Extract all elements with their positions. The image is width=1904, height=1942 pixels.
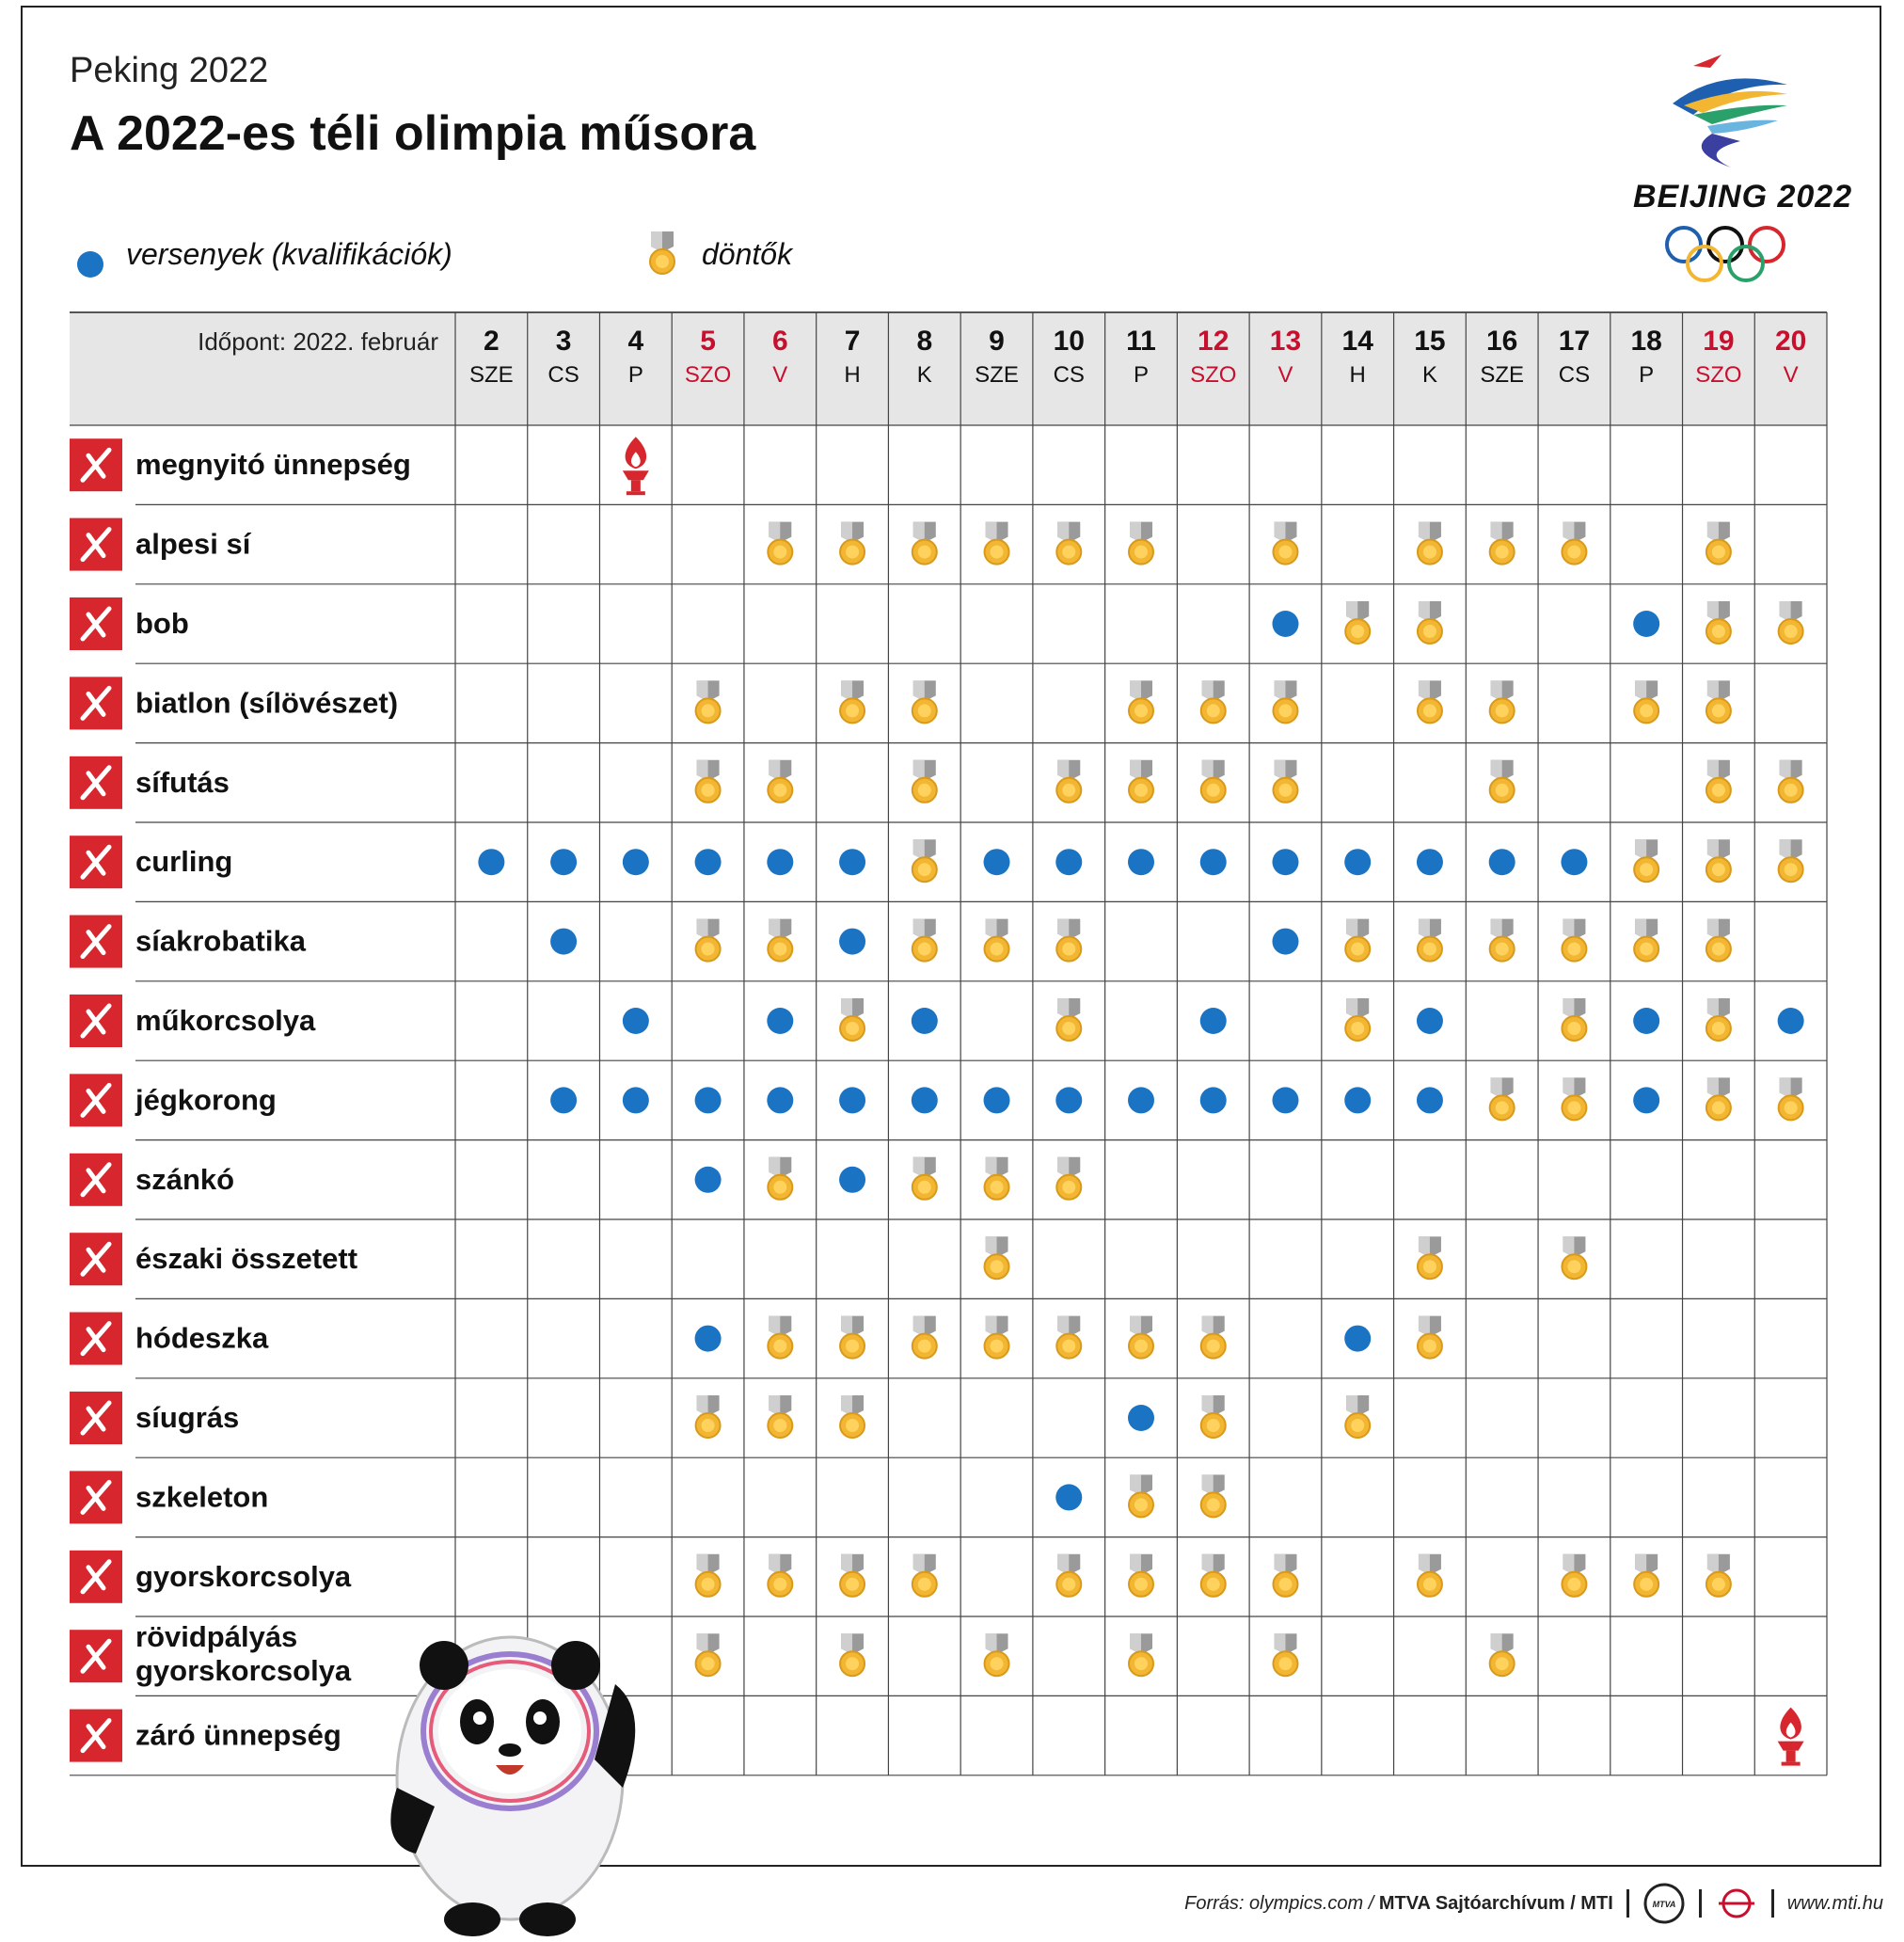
sport-label: síakrobatika [135,924,306,958]
day-number-label: 8 [916,326,933,357]
final-medal-icon [1779,760,1803,803]
competition-dot [550,1087,577,1113]
final-medal-icon [912,760,937,803]
final-medal-icon [1634,1554,1658,1597]
final-medal-icon [1562,1077,1586,1120]
competition-dot [912,1087,938,1113]
final-medal-icon [1345,998,1370,1041]
final-medal-icon [1129,522,1153,565]
sport-label-line2: gyorskorcsolya [135,1654,352,1688]
sport-label: gyorskorcsolya [135,1559,352,1593]
supertitle: Peking 2022 [70,51,269,90]
sport-label: szánkó [135,1162,235,1196]
final-medal-icon [1345,1395,1370,1438]
day-number-label: 16 [1485,326,1518,357]
day-number-label: 3 [555,326,572,357]
date-corner-label: Időpont: 2022. február [198,327,438,356]
final-medal-icon [1562,522,1586,565]
day-number-label: 17 [1558,326,1591,357]
footer-divider [1699,1889,1702,1918]
final-medal-icon [840,522,865,565]
website-text: www.mti.hu [1786,1892,1883,1914]
competition-dot [695,849,722,875]
final-medal-icon [1056,919,1081,962]
legend-final-label: döntők [702,237,793,271]
final-medal-icon [912,1554,937,1597]
final-medal-icon [985,522,1009,565]
weekday-label: V [772,362,788,388]
competition-dot [1055,1087,1082,1113]
day-number-label: 20 [1774,326,1807,357]
competition-dot [1417,1008,1443,1034]
day-number-label: 5 [700,326,716,357]
final-medal-icon [1418,680,1442,723]
final-medal-icon [1056,998,1081,1041]
source-text [1184,1893,1613,1915]
footer [1184,1882,1883,1925]
competition-dot [1633,1008,1659,1034]
competition-dot [839,1167,865,1193]
sport-label: alpesi sí [135,527,251,561]
weekday-label: SZE [975,362,1019,388]
final-medal-icon [696,919,721,962]
final-medal-icon [1345,601,1370,644]
sport-label: sífutás [135,765,230,799]
final-medal-icon [1201,1395,1226,1438]
sport-label: műkorcsolya [135,1004,316,1037]
competition-dot [1561,849,1587,875]
competition-dot [550,929,577,955]
final-medal-icon [1490,919,1515,962]
sport-label: bob [135,607,189,640]
final-medal-icon [1129,680,1153,723]
competition-dot [1128,1405,1154,1431]
final-medal-icon [1129,1633,1153,1676]
competition-dot [695,1087,722,1113]
competition-dot [767,1008,793,1034]
final-medal-icon [1490,1633,1515,1676]
final-medal-icon [912,522,937,565]
final-medal-icon [1418,1316,1442,1359]
final-medal-icon [1418,1554,1442,1597]
final-medal-icon [768,1316,792,1359]
weekday-label: P [1133,362,1150,388]
weekday-label: CS [547,362,579,388]
final-medal-icon [1345,919,1370,962]
legend-competition-label: versenyek (kvalifikációk) [126,237,452,271]
final-medal-icon [1706,1554,1731,1597]
final-medal-icon [1706,919,1731,962]
competition-dot [839,1087,865,1113]
final-medal-icon [840,1395,865,1438]
footer-divider [1626,1889,1629,1918]
day-number-label: 19 [1703,326,1735,357]
competition-dot [550,849,577,875]
final-medal-icon [1273,1633,1297,1676]
final-medal-icon [1418,919,1442,962]
final-medal-icon [1056,760,1081,803]
competition-dot [695,1167,722,1193]
mtva-badge-text: MTVA [1652,1900,1676,1909]
day-number-label: 12 [1198,326,1230,357]
competition-dot [839,929,865,955]
final-medal-icon [1273,760,1297,803]
competition-dot [1633,611,1659,637]
final-medal-icon [1562,1554,1586,1597]
competition-dot [1344,1087,1371,1113]
final-medal-icon [768,1157,792,1200]
competition-dot [1489,849,1515,875]
final-medal-icon [1273,1554,1297,1597]
final-medal-icon [696,1395,721,1438]
final-medal-icon [1779,601,1803,644]
final-medal-icon [1418,1236,1442,1279]
final-medal-icon [840,1316,865,1359]
weekday-label: P [1639,362,1655,388]
day-number-label: 11 [1126,326,1156,357]
day-number-label: 4 [627,326,644,357]
final-medal-icon [1056,1316,1081,1359]
final-medal-icon [696,760,721,803]
final-medal-icon [1779,839,1803,882]
weekday-label: CS [1053,362,1085,388]
weekday-label: H [1349,362,1366,388]
weekday-label: H [844,362,861,388]
weekday-label: SZO [1695,362,1742,388]
day-number-label: 15 [1414,326,1446,357]
sport-label: curling [135,845,233,879]
sport-label: záró ünnepség [135,1718,341,1752]
final-medal-icon [1490,680,1515,723]
sport-label-line1: rövidpályás [135,1620,298,1654]
competition-dot [1344,1326,1371,1352]
final-medal-icon [696,680,721,723]
competition-dot [1272,611,1298,637]
source-bold: MTVA Sajtóarchívum / MTI [1378,1892,1613,1914]
final-medal-icon [768,1554,792,1597]
day-number-label: 13 [1269,326,1302,357]
final-medal-icon [1273,522,1297,565]
sport-label: megnyitó ünnepség [135,448,411,482]
weekday-label: V [1277,362,1293,388]
competition-dot [623,849,649,875]
final-medal-icon [985,1316,1009,1359]
final-medal-icon [1562,998,1586,1041]
final-medal-icon [985,919,1009,962]
final-medal-icon [1634,680,1658,723]
competition-dot [623,1087,649,1113]
weekday-label: SZE [469,362,514,388]
final-medal-icon [1201,1554,1226,1597]
day-number-label: 10 [1053,326,1085,357]
weekday-label: SZO [684,362,732,388]
final-medal-icon [1562,1236,1586,1279]
competition-dot [839,849,865,875]
final-medal-icon [912,919,937,962]
mascot-image [369,1600,651,1938]
logo-text: BEIJING 2022 [1633,179,1853,215]
final-medal-icon [768,919,792,962]
competition-dot [623,1008,649,1034]
day-number-label: 6 [771,326,788,357]
competition-dot [478,849,504,875]
competition-dot [1055,849,1082,875]
weekday-label: P [627,362,643,388]
final-medal-icon [1706,601,1731,644]
competition-dot [984,1087,1010,1113]
final-medal-icon [1129,760,1153,803]
competition-dot [1417,1087,1443,1113]
final-medal-icon [1634,919,1658,962]
source-prefix: Forrás: olympics.com / [1184,1892,1379,1914]
competition-dot [1200,1087,1227,1113]
day-number-label: 18 [1630,326,1662,357]
final-medal-icon [840,1633,865,1676]
final-medal-icon [1706,680,1731,723]
ceremony-flame-icon [1778,1708,1804,1766]
final-medal-icon [1201,1316,1226,1359]
day-number-label: 7 [844,326,861,357]
final-medal-icon [1129,1554,1153,1597]
final-medal-icon [912,1157,937,1200]
final-medal-icon [1779,1077,1803,1120]
final-medal-icon [1418,601,1442,644]
competition-dot [1272,1087,1298,1113]
final-medal-icon [1490,522,1515,565]
page-title: A 2022-es téli olimpia műsora [70,106,756,161]
final-medal-icon [1706,1077,1731,1120]
ceremony-flame-icon [623,437,649,495]
final-medal-icon [1056,522,1081,565]
final-medal-icon [840,680,865,723]
competition-dot [1200,849,1227,875]
legend-medal-icon [650,231,674,274]
competition-dot [1055,1484,1082,1510]
competition-dot [767,849,793,875]
final-medal-icon [1129,1474,1153,1517]
final-medal-icon [1201,680,1226,723]
weekday-label: K [1421,362,1437,388]
day-number-label: 14 [1341,326,1373,357]
competition-dot [1272,849,1298,875]
competition-dot [767,1087,793,1113]
final-medal-icon [1201,1474,1226,1517]
competition-dot [912,1008,938,1034]
final-medal-icon [768,1395,792,1438]
final-medal-icon [768,522,792,565]
competition-dot [1633,1087,1659,1113]
sport-label: szkeleton [135,1480,269,1514]
final-medal-icon [1490,760,1515,803]
competition-dot [1344,849,1371,875]
final-medal-icon [1201,760,1226,803]
sport-label: északi összetett [135,1242,358,1276]
final-medal-icon [1562,919,1586,962]
final-medal-icon [1706,760,1731,803]
competition-dot [1778,1008,1804,1034]
sport-label: hódeszka [135,1321,269,1355]
final-medal-icon [985,1157,1009,1200]
mti-logo-icon [1715,1882,1758,1925]
final-medal-icon [1056,1157,1081,1200]
competition-dot [1128,1087,1154,1113]
final-medal-icon [912,839,937,882]
weekday-label: V [1783,362,1799,388]
sport-label: biatlon (sílövészet) [135,686,399,720]
final-medal-icon [1706,522,1731,565]
competition-dot [1200,1008,1227,1034]
weekday-label: CS [1558,362,1591,388]
competition-dot [1417,849,1443,875]
final-medal-icon [1056,1554,1081,1597]
final-medal-icon [840,1554,865,1597]
final-medal-icon [912,680,937,723]
weekday-label: SZO [1190,362,1237,388]
final-medal-icon [985,1633,1009,1676]
final-medal-icon [1706,839,1731,882]
competition-dot [1128,849,1154,875]
final-medal-icon [912,1316,937,1359]
day-number-label: 9 [989,326,1005,357]
competition-dot [984,849,1010,875]
final-medal-icon [1273,680,1297,723]
sport-label: jégkorong [135,1083,277,1117]
final-medal-icon [1418,522,1442,565]
weekday-label: K [916,362,932,388]
final-medal-icon [768,760,792,803]
final-medal-icon [1129,1316,1153,1359]
legend-competition-dot [77,251,103,278]
footer-divider [1771,1889,1774,1918]
competition-dot [1272,929,1298,955]
final-medal-icon [985,1236,1009,1279]
mtva-badge-icon [1642,1882,1686,1925]
sport-label: síugrás [135,1401,240,1434]
final-medal-icon [696,1554,721,1597]
final-medal-icon [1706,998,1731,1041]
competition-dot [695,1326,722,1352]
day-number-label: 2 [484,326,500,357]
final-medal-icon [1634,839,1658,882]
final-medal-icon [696,1633,721,1676]
final-medal-icon [840,998,865,1041]
final-medal-icon [1490,1077,1515,1120]
weekday-label: SZE [1480,362,1525,388]
